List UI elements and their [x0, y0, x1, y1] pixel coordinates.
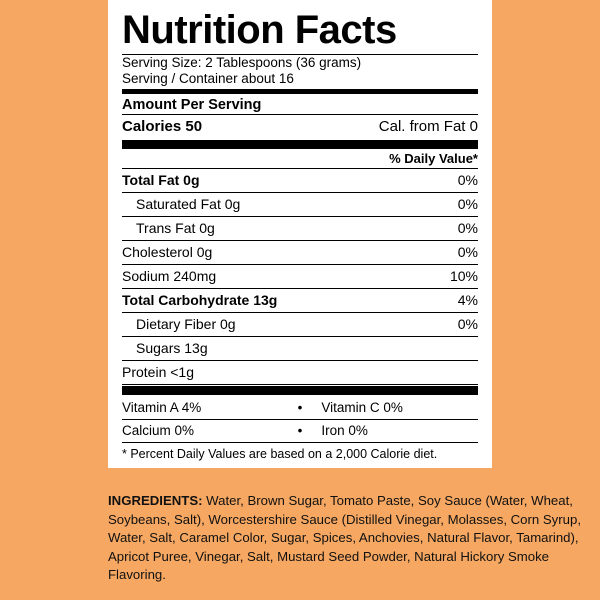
- calories-label: Calories 50: [122, 118, 203, 135]
- nutrient-name: Trans Fat 0g: [136, 220, 215, 236]
- nutrition-facts-panel: [108, 0, 492, 468]
- nutrient-name: Saturated Fat 0g: [136, 196, 241, 212]
- nutrient-name: Sodium 240mg: [122, 268, 217, 284]
- daily-value-header: % Daily Value*: [389, 151, 478, 166]
- amount-per-serving: Amount Per Serving: [122, 97, 262, 113]
- vitamins-table: [122, 397, 478, 442]
- divider-amount: [122, 89, 478, 94]
- nutrient-rows: [122, 169, 478, 385]
- nutrient-daily-value: 0%: [457, 220, 478, 236]
- ingredients-text: Water, Brown Sugar, Tomato Paste, Soy Sauce (Water, Wheat, Soybeans, Salt), Worcestershire Sauce (Distilled Vinegar, Molasses, Corn Syrup, Water, Salt, Caramel Color, Sugar, Spices, Anchovies, Natural Flavor, Tamarind), Apricot Puree, Vinegar, Salt, Mustard Seed Powder, Natural Hickory Smoke Flavoring.: [108, 493, 582, 582]
- daily-value-footnote: * Percent Daily Values are based on a 2,000 Calorie diet.: [122, 447, 438, 461]
- nutrient-name: Total Carbohydrate 13g: [122, 292, 278, 308]
- bullet-icon: •: [297, 423, 303, 438]
- nutrient-name: Dietary Fiber 0g: [136, 316, 236, 332]
- nutrient-row: [122, 337, 478, 360]
- nutrient-name: Sugars 13g: [136, 340, 208, 356]
- vitamin-left: Calcium 0%: [122, 423, 195, 438]
- servings-per-container: Serving / Container about 16: [122, 71, 294, 86]
- nutrient-daily-value: 0%: [457, 172, 478, 188]
- nutrient-row: [122, 217, 478, 240]
- nutrient-row: [122, 313, 478, 336]
- serving-size: Serving Size: 2 Tablespoons (36 grams): [122, 55, 362, 70]
- background-strip-left: [0, 0, 108, 600]
- page-title: Nutrition Facts: [122, 8, 397, 52]
- nutrient-name: Total Fat 0g: [122, 172, 200, 188]
- nutrient-daily-value: 0%: [457, 316, 478, 332]
- nutrient-row: [122, 361, 478, 384]
- nutrient-row: [122, 169, 478, 192]
- vitamin-right: Iron 0%: [321, 423, 368, 438]
- divider-nutrient: [122, 384, 478, 385]
- nutrient-name: Cholesterol 0g: [122, 244, 213, 260]
- divider-thick-bottom: [122, 386, 478, 395]
- nutrient-name: Protein <1g: [122, 364, 194, 380]
- calories-row: [122, 115, 478, 139]
- nutrient-row: [122, 289, 478, 312]
- nutrient-row: [122, 265, 478, 288]
- bullet-icon: •: [279, 397, 322, 420]
- vitamin-left: Vitamin A 4%: [122, 397, 279, 420]
- nutrient-daily-value: 10%: [449, 268, 478, 284]
- nutrient-daily-value: 4%: [457, 292, 478, 308]
- vitamin-row: [122, 420, 478, 443]
- divider-thick: [122, 140, 478, 149]
- nutrient-row: [122, 241, 478, 264]
- vitamin-row: [122, 397, 478, 420]
- calories-from-fat: Cal. from Fat 0: [378, 118, 478, 135]
- nutrient-daily-value: 0%: [457, 196, 478, 212]
- ingredients-block: [108, 492, 600, 585]
- ingredients-heading: INGREDIENTS:: [108, 493, 203, 508]
- nutrient-daily-value: 0%: [457, 244, 478, 260]
- vitamin-right: Vitamin C 0%: [321, 397, 478, 420]
- nutrient-row: [122, 193, 478, 216]
